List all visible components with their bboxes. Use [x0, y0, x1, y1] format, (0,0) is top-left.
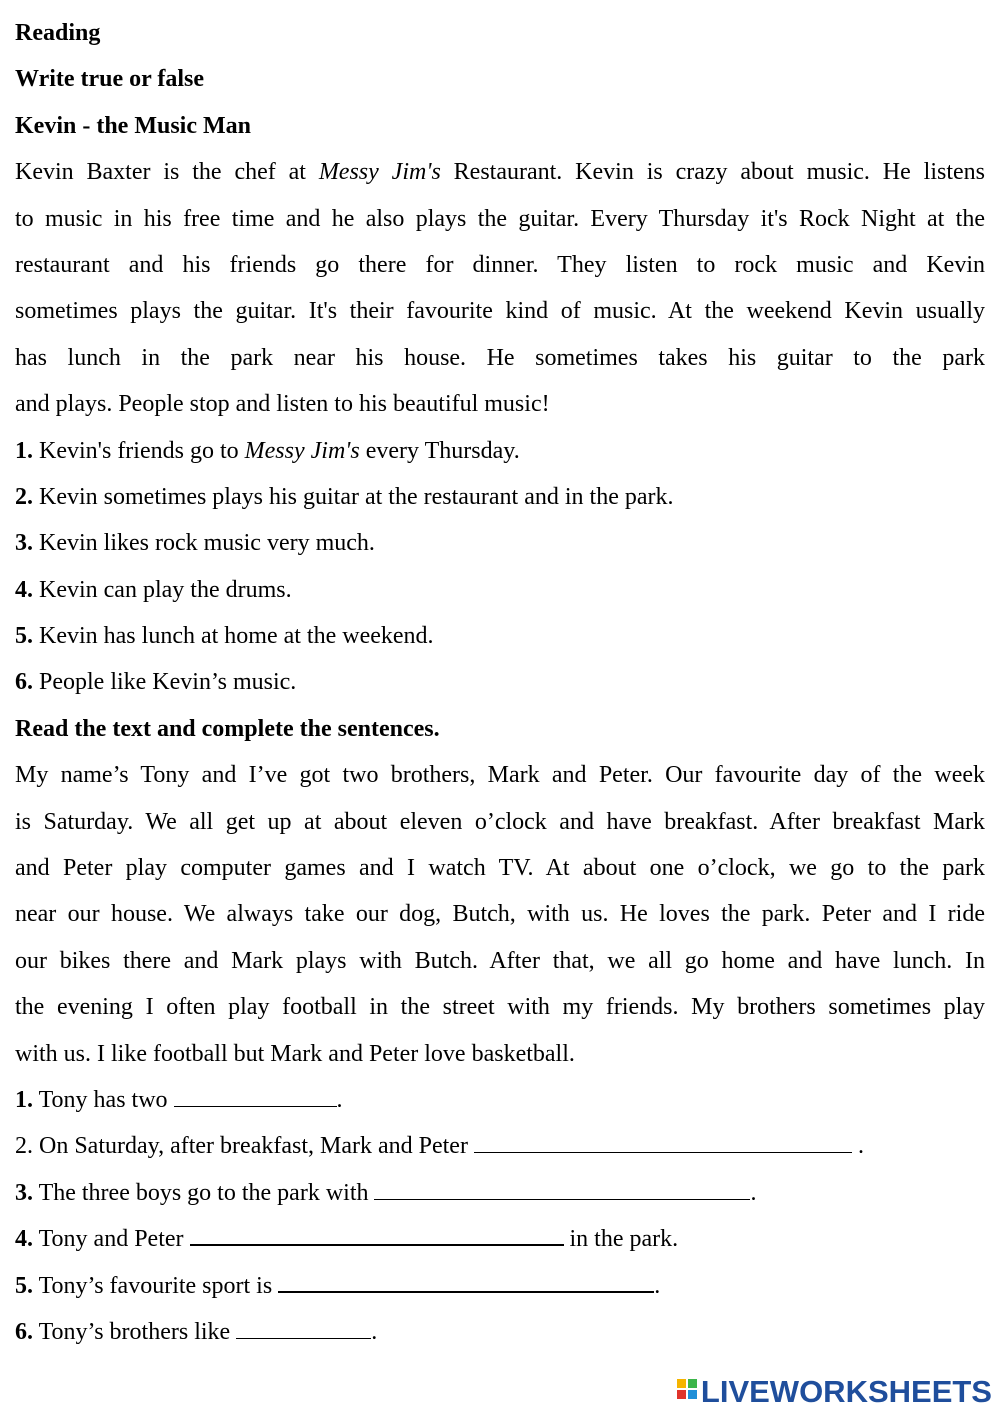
complete-item-6: 6. Tony’s brothers like .: [15, 1309, 985, 1355]
story-line: with us. I like football but Mark and Peter love basketball.: [15, 1040, 575, 1067]
story-line: sometimes plays the guitar. It's their favourite kind of music. At the weekend Kevin usually: [15, 298, 985, 325]
answer-blank-5[interactable]: [278, 1269, 654, 1293]
story-line: and Peter play computer games and I watch TV. At about one o’clock, we go to the park: [15, 855, 985, 882]
story-line: My name’s Tony and I’ve got two brothers, Mark and Peter. Our favourite day of the week: [15, 762, 985, 789]
answer-blank-1[interactable]: [174, 1084, 337, 1107]
liveworksheets-logo-icon: [677, 1379, 699, 1405]
story-line: restaurant and his friends go there for dinner. They listen to rock music and Kevin: [15, 251, 985, 278]
complete-item-3: 3. The three boys go to the park with .: [15, 1170, 985, 1216]
true-false-item-4[interactable]: 4. Kevin can play the drums.: [15, 576, 292, 603]
true-false-item-3[interactable]: 3. Kevin likes rock music very much.: [15, 530, 375, 557]
story-title: Kevin - the Music Man: [15, 112, 251, 139]
true-false-item-1[interactable]: 1. Kevin's friends go to Messy Jim's every Thursday.: [15, 437, 520, 464]
worksheet-page: [15, 10, 985, 1355]
answer-blank-4[interactable]: [190, 1222, 564, 1246]
story-line: Kevin Baxter is the chef at Messy Jim's Restaurant. Kevin is crazy about music. He listens: [15, 159, 985, 186]
story-line: our bikes there and Mark plays with Butch. After that, we all go home and have lunch. In: [15, 947, 985, 974]
liveworksheets-logo: [677, 1375, 992, 1409]
story-tony-paragraph: [15, 752, 985, 1077]
complete-item-5: 5. Tony’s favourite sport is .: [15, 1263, 985, 1309]
true-false-item-5[interactable]: 5. Kevin has lunch at home at the weekend.: [15, 623, 434, 650]
restaurant-name: Messy Jim's: [318, 159, 441, 186]
story-line: to music in his free time and he also plays the guitar. Every Thursday it's Rock Night at the: [15, 205, 985, 232]
answer-blank-6[interactable]: [236, 1316, 371, 1339]
true-false-item-6[interactable]: 6. People like Kevin’s music.: [15, 669, 297, 696]
true-false-item-2[interactable]: 2. Kevin sometimes plays his guitar at the restaurant and in the park.: [15, 483, 674, 510]
complete-item-4: 4. Tony and Peter in the park.: [15, 1216, 985, 1262]
answer-blank-3[interactable]: [374, 1177, 750, 1200]
instruction-complete-sentences: Read the text and complete the sentences.: [15, 715, 440, 742]
complete-item-1: 1. Tony has two .: [15, 1077, 985, 1123]
instruction-true-false: Write true or false: [15, 66, 205, 93]
story-line: is Saturday. We all get up at about eleven o’clock and have breakfast. After breakfast Mark: [15, 808, 985, 835]
logo-text: LIVEWORKSHEETS: [700, 1374, 992, 1409]
story-line: the evening I often play football in the street with my friends. My brothers sometimes play: [15, 994, 985, 1021]
section-heading-reading: Reading: [15, 20, 101, 46]
answer-blank-2[interactable]: [474, 1130, 852, 1153]
story-kevin-paragraph: [15, 149, 985, 427]
story-line: near our house. We always take our dog, Butch, with us. He loves the park. Peter and I ride: [15, 901, 985, 928]
story-line: has lunch in the park near his house. He sometimes takes his guitar to the park: [15, 344, 985, 371]
story-line: and plays. People stop and listen to his beautiful music!: [15, 391, 550, 418]
complete-item-2: 2. On Saturday, after breakfast, Mark and Peter .: [15, 1123, 985, 1169]
